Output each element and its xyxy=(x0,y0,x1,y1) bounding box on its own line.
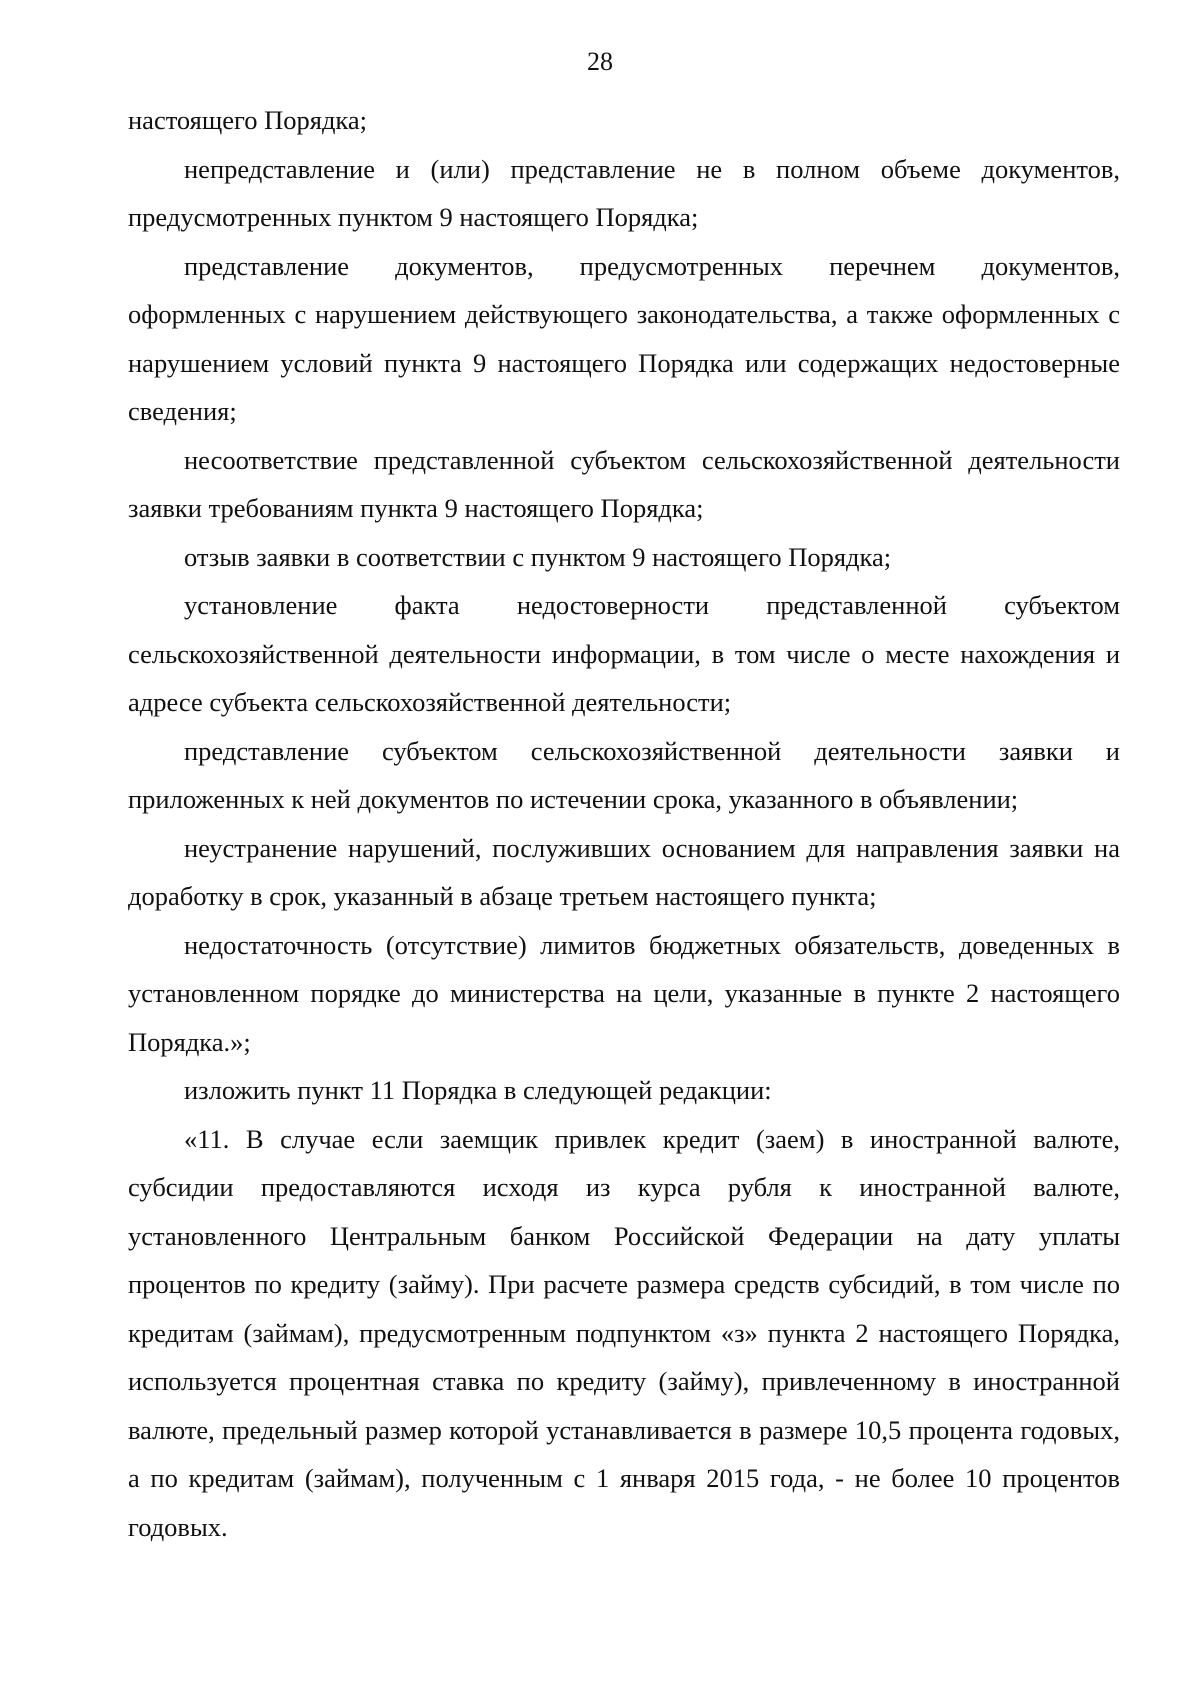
paragraph-late-submission: представление субъектом сельскохозяйственной деятельности заявки и приложенных к ней документов по истечении срока, указанного в объявлении; xyxy=(128,735,1120,814)
paragraph-continuation: настоящего Порядка; xyxy=(128,105,368,135)
paragraph-clause-11: «11. В случае если заемщик привлек кредит (заем) в иностранной валюте, субсидии предоставляются исходя из курса рубля к иностранной валюте, установленного Центральным банком Российской Федерации на дату уплаты процентов по кредиту (займу). При расчете размера средств субсидий, в том числе по кредитам (займам), предусмотренным подпунктом «з» пункта 2 настоящего Порядка, используется процентная ставка по кредиту (займу), привлеченному в иностранной валюте, предельный размер которой устанавливается в размере 10,5 процента годовых, а по кредитам (займам), полученным с 1 января 2015 года, - не более 10 процентов годовых. xyxy=(128,1123,1120,1542)
paragraph-withdrawal: отзыв заявки в соответствии с пунктом 9 настоящего Порядка; xyxy=(184,541,892,572)
paragraph-unremedied-violations: неустранение нарушений, послуживших основанием для направления заявки на доработку в срок, указанный в абзаце третьем настоящего пункта; xyxy=(128,832,1120,911)
paragraph-nonsubmission: непредставление и (или) представление не в полном объеме документов, предусмотренных пунктом 9 настоящего Порядка; xyxy=(128,153,1120,232)
page-number: 28 xyxy=(587,47,613,76)
paragraph-improper-documents: представление документов, предусмотренных перечнем документов, оформленных с нарушением действующего законодательства, а также оформленных с нарушением условий пункта 9 настоящего Порядка или содержащих недостоверные сведения; xyxy=(128,250,1120,426)
paragraph-insufficient-limits: недостаточность (отсутствие) лимитов бюджетных обязательств, доведенных в установленном порядке до министерства на цели, указанные в пункте 2 настоящего Порядка.»; xyxy=(128,929,1120,1057)
paragraph-nonconformity: несоответствие представленной субъектом сельскохозяйственной деятельности заявки требованиям пункта 9 настоящего Порядка; xyxy=(128,444,1120,523)
paragraph-amendment-intro: изложить пункт 11 Порядка в следующей редакции: xyxy=(184,1075,772,1105)
document-body xyxy=(128,96,1120,1551)
paragraph-false-information: установление факта недостоверности представленной субъектом сельскохозяйственной деятельности информации, в том числе о месте нахождения и адресе субъекта сельскохозяйственной деятельности; xyxy=(128,590,1120,717)
